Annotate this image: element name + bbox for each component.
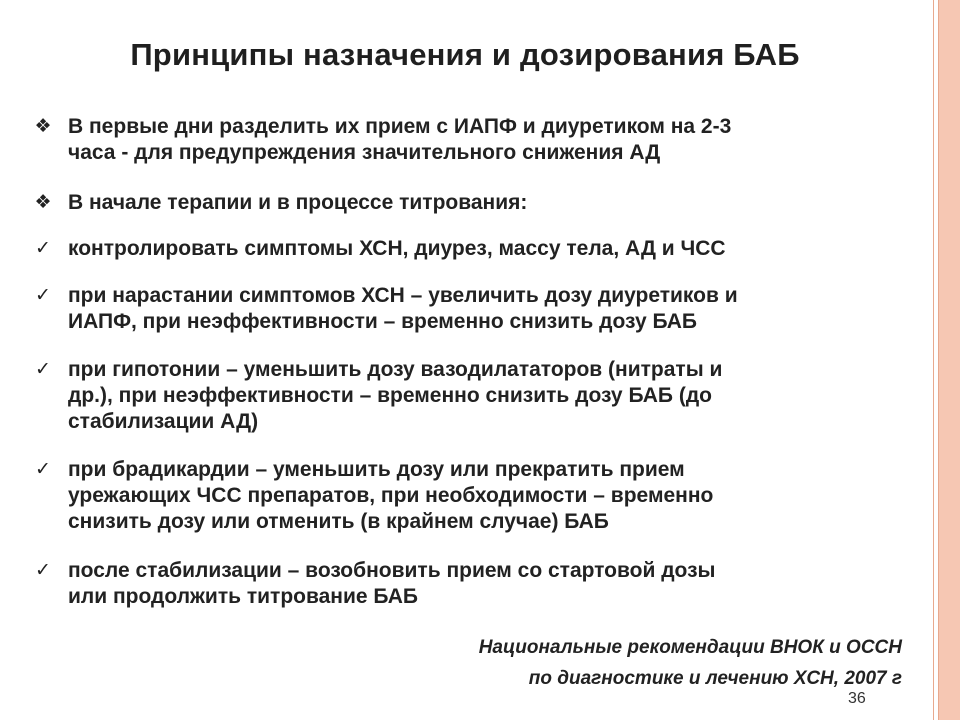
bullet-line: при брадикардии – уменьшить дозу или прекратить прием [68, 458, 685, 481]
bullet-line: урежающих ЧСС препаратов, при необходимости – временно [68, 484, 714, 507]
side-decoration-band [933, 0, 960, 720]
bullet-item [28, 190, 908, 216]
bullet-line: при нарастании симптомов ХСН – увеличить дозу диуретиков и [68, 284, 738, 307]
slide-title: Принципы назначения и дозирования БАБ [130, 37, 800, 72]
checkmark-icon: ✓ [35, 285, 51, 306]
checkmark-icon: ✓ [35, 459, 51, 480]
bullet-line: В начале терапии и в процессе титрования: [68, 191, 528, 214]
bullet-line: контролировать симптомы ХСН, диурез, массу тела, АД и ЧСС [68, 237, 726, 260]
bullet-list [28, 114, 908, 610]
checkmark-icon: ✓ [35, 238, 51, 259]
diamond-bullet-icon: ❖ [34, 192, 52, 213]
bullet-line: часа - для предупреждения значительного снижения АД [68, 141, 661, 164]
source-line: по диагностике и лечению ХСН, 2007 г [528, 668, 902, 689]
bullet-line: др.), при неэффективности – временно снизить дозу БАБ (до [68, 384, 712, 407]
page-number: 36 [848, 690, 866, 707]
side-decoration-line [938, 0, 939, 720]
bullet-item [28, 283, 908, 335]
bullet-line: снизить дозу или отменить (в крайнем случае) БАБ [68, 510, 609, 533]
source-citation [479, 632, 902, 694]
checkmark-icon: ✓ [35, 359, 51, 380]
bullet-item [28, 457, 908, 535]
bullet-line: В первые дни разделить их прием с ИАПФ и диуретиком на 2-3 [68, 115, 732, 138]
bullet-line: ИАПФ, при неэффективности – временно снизить дозу БАБ [68, 310, 698, 333]
bullet-line: при гипотонии – уменьшить дозу вазодилататоров (нитраты и [68, 358, 723, 381]
bullet-item [28, 357, 908, 435]
source-line: Национальные рекомендации ВНОК и ОССН [478, 637, 902, 658]
bullet-item [28, 114, 908, 166]
bullet-line: стабилизации АД) [68, 410, 259, 433]
bullet-item [28, 236, 908, 262]
bullet-item [28, 558, 908, 610]
bullet-line: или продолжить титрование БАБ [68, 585, 418, 608]
bullet-line: после стабилизации – возобновить прием со стартовой дозы [68, 559, 716, 582]
diamond-bullet-icon: ❖ [34, 116, 52, 137]
checkmark-icon: ✓ [35, 560, 51, 581]
